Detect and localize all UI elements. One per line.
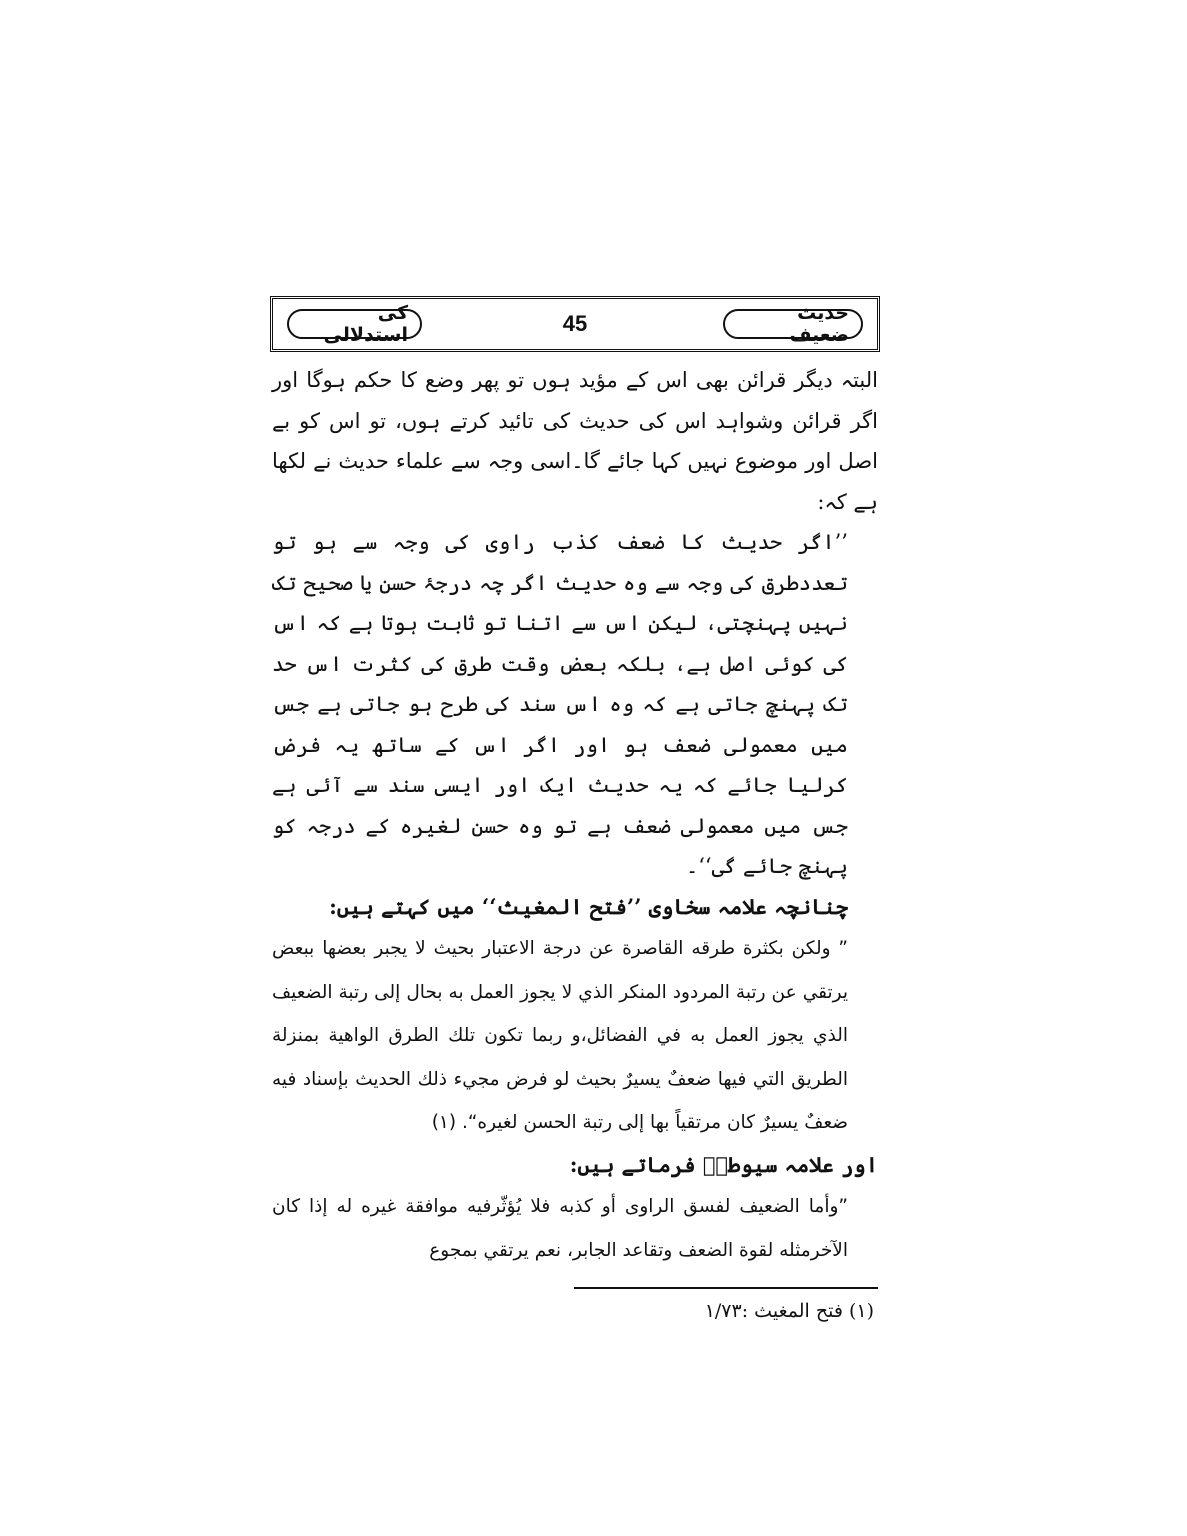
footnote-divider: [574, 1287, 878, 1289]
paragraph-suyuti-intro: اور علامہ سیوطیؒ فرماتے ہیں:: [569, 1151, 878, 1177]
page-header: [270, 296, 880, 352]
paragraph-quote-arabic-1: ” ولكن بكثرة طرقه القاصرة عن درجة الاعتبار بحيث لا يجبر بعضها ببعض يرتقي عن رتبة المردود المنكر الذي لا يجوز العمل به بحال إلى رتبة الضعيف الذي يجوز العمل به في الفضائل،و ربما تكون تلك الطرق الواهية بمنزلة الطريق التي فيها ضعفٌ يسيرٌ بحيث لو فرض مجيء ذلك الحديث بإسناد فيه ضعفٌ يسيرٌ كان مرتقياً بها إلى رتبة الحسن لغيره“. (۱): [272, 938, 848, 1133]
paragraph-quote-urdu: ’’اگر حدیث کا ضعف کذب راوی کی وجہ سے ہو تو تعددطرق کی وجہ سے وہ حدیث اگر چہ درجۂ حسن یا صحیح تک نہیں پہنچتی، لیکن اس سے اتنا تو ثابت ہوتا ہے کہ اس کی کوئی اصل ہے، بلکہ بعض وقت طرق کی کثرت اس حد تک پہنچ جاتی ہے کہ وہ اس سند کی طرح ہو جاتی ہے جس میں معمولی ضعف ہو اور اگر اس کے ساتھ یہ فرض کرلیا جائے کہ یہ حدیث ایک اور ایسی سند سے آئی ہے جس میں معمولی ضعف ہے تو وہ حسن لغیرہ کے درجہ کو پہنچ جائے گی‘‘۔: [272, 530, 848, 878]
header-label-left: کی استدلالی: [287, 309, 422, 339]
main-text: [272, 360, 878, 1272]
paragraph-quote-arabic-2: ”وأما الضعيف لفسق الراوى أو كذبه فلا يُؤثّرفيه موافقة غيره له إذا كان الآخرمثله لقوة الضعف وتقاعد الجابر، نعم يرتقي بمجوع: [272, 1196, 848, 1261]
header-label-right: حدیث ضعیف: [723, 309, 863, 339]
paragraph-sakhawi-intro: چنانچہ علامہ سخاوی ’’فتح المغیث‘‘ میں کہتے ہیں:: [329, 893, 848, 919]
page-number: 45: [562, 311, 588, 336]
paragraph-intro: البتہ دیگر قرائن بھی اس کے مؤید ہوں تو پھر وضع کا حکم ہوگا اور اگر قرائن وشواہد اس کی حدیث کی تائید کرتے ہوں، تو اس کو بے اصل اور موضوع نہیں کہا جائے گا۔اسی وجہ سے علماء حدیث نے لکھا ہے کہ:: [272, 368, 878, 514]
footnote: (۱) فتح المغیث :۱/۷۳: [704, 1300, 874, 1322]
